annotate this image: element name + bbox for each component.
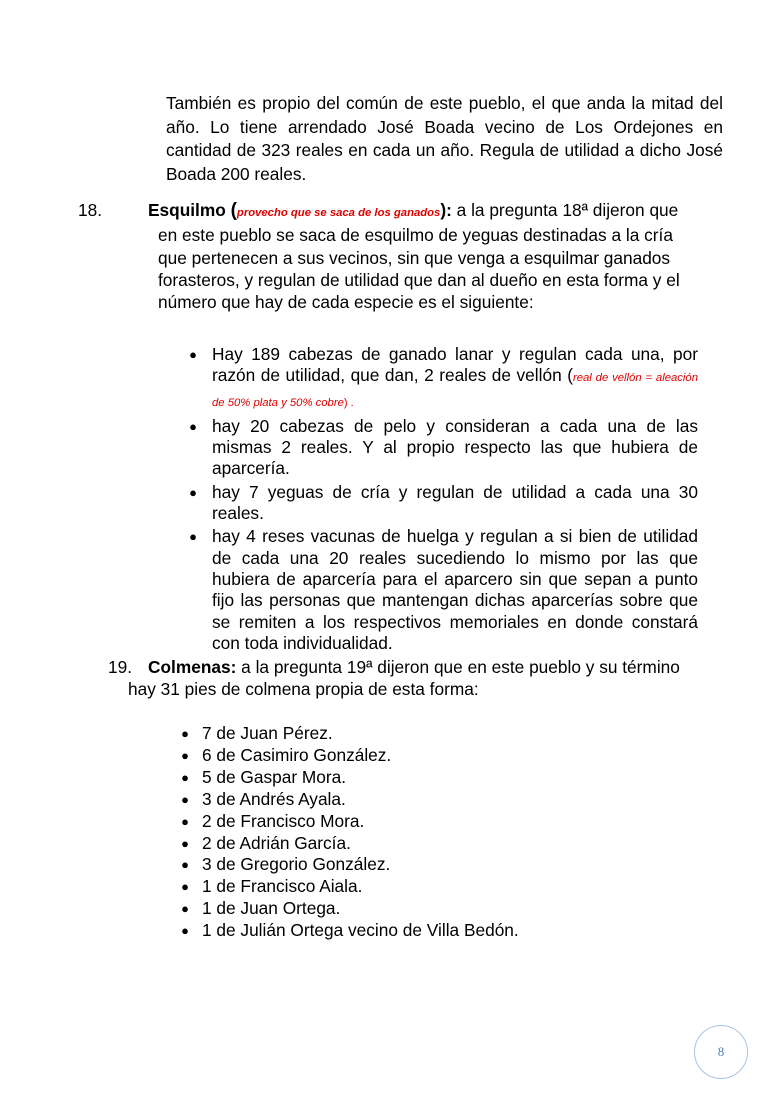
bullet-icon: ●: [181, 901, 189, 917]
section-18-text: a la pregunta 18ª dijeron que en este pueblo se saca de esquilmo de yeguas destinadas a la cría que pertenecen a sus vecinos, sin que venga a esquilmar ganados forasteros, y regulan de utilidad que dan al dueño en esta forma y el número que hay de cada especie es el siguiente:: [158, 200, 680, 313]
bullet-icon: ●: [181, 879, 189, 895]
list-item-text: Hay 189 cabezas de ganado lanar y regulan cada una, por razón de utilidad, que dan, 2 reales de vellón (: [212, 344, 698, 386]
section-18-number: 18.: [78, 200, 103, 220]
section-19-text: a la pregunta 19ª dijeron que en este pueblo y su término hay 31 pies de colmena propia de esta forma:: [128, 657, 680, 700]
list-item: [186, 482, 698, 525]
list-item-text: 5 de Gaspar Mora.: [202, 766, 347, 787]
list-item: [178, 723, 628, 745]
intro-paragraph: También es propio del común de este pueblo, el que anda la mitad del año. Lo tiene arrendado José Boada vecino de Los Ordejones en cantidad de 323 reales en cada un año. Regula de utilidad a dicho José Boada 200 reales.: [166, 93, 723, 184]
list-item: [178, 854, 628, 876]
bullet-icon: ●: [181, 923, 189, 939]
section-18-open-paren: (: [230, 200, 237, 221]
list-item-text: 3 de Gregorio González.: [202, 854, 391, 875]
list-item: [178, 833, 628, 855]
list-item-text: 1 de Juan Ortega.: [202, 898, 341, 919]
bullet-icon: ●: [181, 791, 189, 807]
list-item-text: hay 4 reses vacunas de huelga y regulan a si bien de utilidad de cada una 20 reales sucediendo lo mismo por las que hubiera de aparcería para el aparcero sin que sepan a punto fijo las personas que mantengan dichas aparcerías sobre que se remiten a los respectivos memoriales en donde constará con toda individualidad.: [212, 526, 698, 653]
list-item: [186, 416, 698, 480]
bullet-icon: ●: [181, 726, 189, 741]
bullet-icon: ●: [189, 529, 197, 545]
list-item-text: 1 de Julián Ortega vecino de Villa Bedón.: [202, 920, 519, 941]
list-item: [178, 920, 628, 942]
section-19-number: 19.: [108, 657, 133, 677]
section-19-list: [178, 723, 628, 942]
section-18: [78, 199, 698, 313]
list-item: [186, 344, 698, 414]
bullet-icon: ●: [181, 835, 189, 851]
section-18-title: Esquilmo: [148, 200, 226, 220]
bullet-icon: ●: [181, 857, 189, 873]
section-18-close-paren: ):: [440, 200, 452, 220]
bullet-icon: ●: [189, 347, 197, 362]
list-item-tail: ) .: [343, 396, 354, 409]
section-19-title: Colmenas:: [148, 657, 237, 677]
list-item: [178, 811, 628, 833]
list-item-text: 7 de Juan Pérez.: [202, 723, 333, 743]
list-item: [178, 789, 628, 811]
section-18-list: [186, 344, 698, 654]
bullet-icon: ●: [181, 813, 189, 829]
list-item-text: 3 de Andrés Ayala.: [202, 788, 346, 809]
list-item-text: hay 20 cabezas de pelo y consideran a cada una de las mismas 2 reales. Y al propio respecto las que hubiera de aparcería.: [212, 415, 698, 479]
section-18-note: provecho que se saca de los ganados: [236, 207, 441, 219]
page-number-text: 8: [717, 1044, 725, 1059]
section-19: [108, 656, 698, 701]
bullet-icon: ●: [181, 769, 189, 785]
bullet-icon: ●: [189, 418, 197, 434]
list-item: [186, 526, 698, 654]
list-item-text: 6 de Casimiro González.: [202, 744, 392, 765]
list-item: [178, 767, 628, 789]
list-item: [178, 745, 628, 767]
list-item-note: real de vellón = aleación de 50% plata y 50% cobre: [212, 372, 698, 409]
bullet-icon: ●: [181, 747, 189, 763]
bullet-icon: ●: [189, 484, 197, 500]
list-item-text: 2 de Francisco Mora.: [202, 810, 365, 831]
list-item-text: hay 7 yeguas de cría y regulan de utilidad a cada una 30 reales.: [212, 481, 698, 524]
list-item-text: 1 de Francisco Aiala.: [202, 876, 363, 897]
page-number: [694, 1025, 748, 1079]
list-item: [178, 876, 628, 898]
list-item-text: 2 de Adrián García.: [202, 832, 351, 853]
list-item: [178, 898, 628, 920]
